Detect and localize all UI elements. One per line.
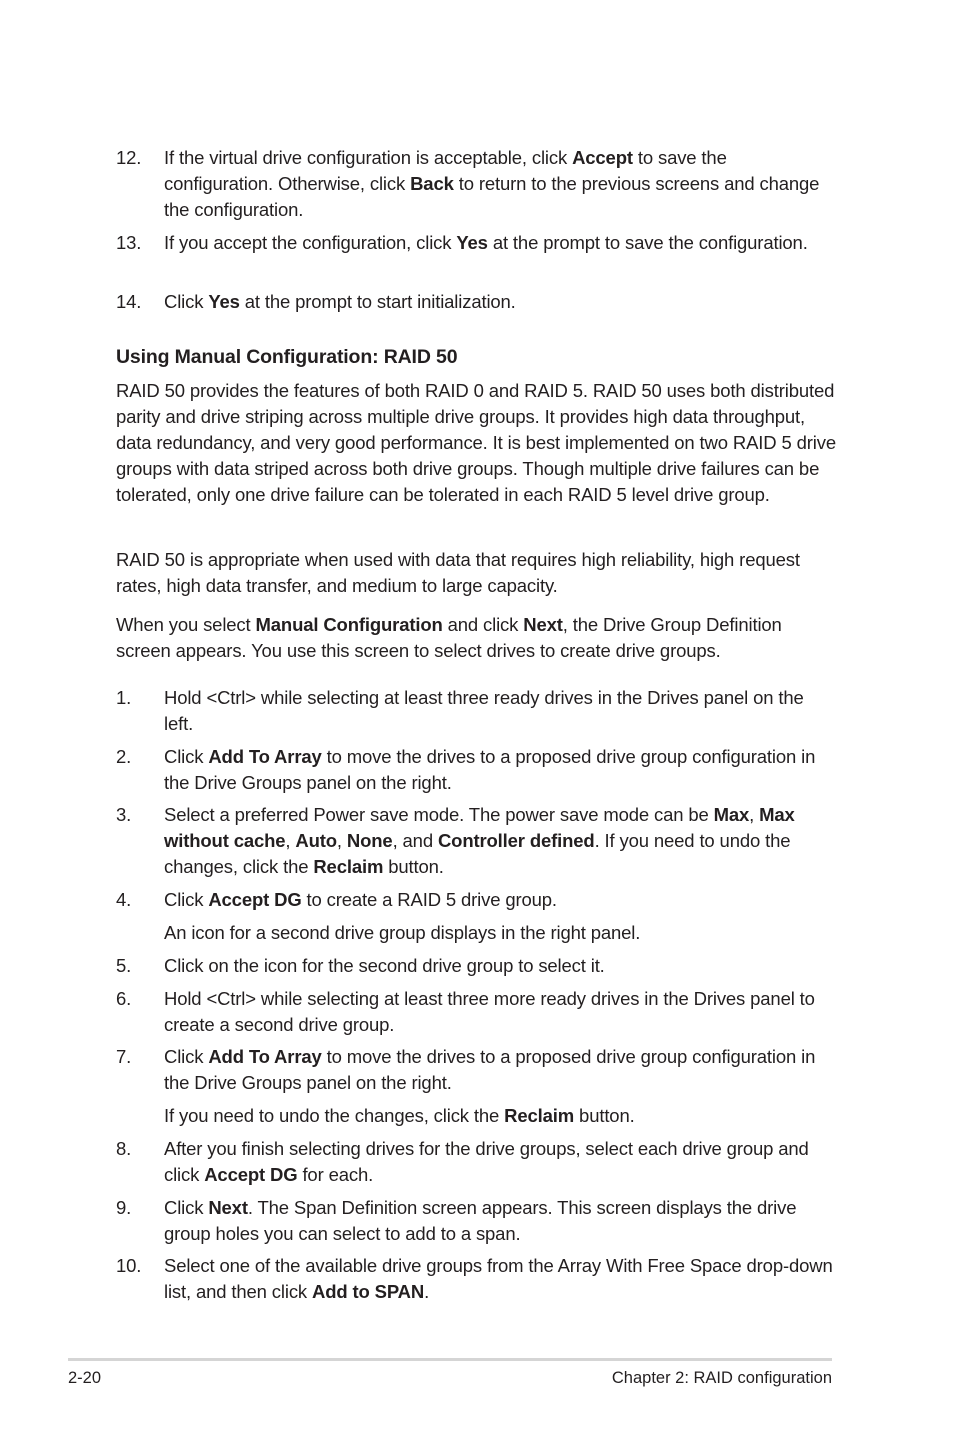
list-text: After you finish selecting drives for the drive groups, select each drive group and click Accept DG for each. — [164, 1138, 809, 1185]
list-text: Hold <Ctrl> while selecting at least three ready drives in the Drives panel on the left. — [164, 687, 804, 734]
list-text: If you accept the configuration, click Yes at the prompt to save the configuration. — [164, 232, 808, 253]
list-number: 4. — [116, 889, 132, 910]
list-number: 2. — [116, 746, 132, 767]
list-number: 14. — [116, 291, 142, 312]
list-note: An icon for a second drive group displays in the right panel. — [164, 922, 641, 943]
footer-divider — [68, 1358, 832, 1361]
list-number: 12. — [116, 147, 142, 168]
list-number: 7. — [116, 1046, 132, 1067]
list-number: 10. — [116, 1255, 142, 1276]
paragraph: When you select Manual Configuration and click Next, the Drive Group Definition screen appears. You use this screen to select drives to create drive groups. — [116, 614, 782, 661]
list-number: 3. — [116, 804, 132, 825]
list-text: Click Add To Array to move the drives to a proposed drive group configuration in the Drive Groups panel on the right. — [164, 1046, 816, 1093]
list-number: 5. — [116, 955, 132, 976]
list-text: Click Add To Array to move the drives to a proposed drive group configuration in the Drive Groups panel on the right. — [164, 746, 816, 793]
list-text: Click Next. The Span Definition screen appears. This screen displays the drive group holes you can select to add to a span. — [164, 1197, 797, 1244]
list-text: Select one of the available drive groups from the Array With Free Space drop-down list, and then click Add to SPAN. — [164, 1255, 833, 1302]
list-text: Select a preferred Power save mode. The power save mode can be Max, Max without cache, Auto, None, and Controller defined. If you need to undo the changes, click the Reclaim button. — [164, 804, 795, 877]
list-text: Click on the icon for the second drive group to select it. — [164, 955, 605, 976]
list-number: 8. — [116, 1138, 132, 1159]
list-note: If you need to undo the changes, click the Reclaim button. — [164, 1105, 635, 1126]
page-number: 2-20 — [68, 1369, 102, 1387]
list-text: Click Accept DG to create a RAID 5 drive group. — [164, 889, 557, 910]
list-text: Hold <Ctrl> while selecting at least three more ready drives in the Drives panel to create a second drive group. — [164, 988, 815, 1035]
list-number: 6. — [116, 988, 132, 1009]
list-text: If the virtual drive configuration is acceptable, click Accept to save the configuration. Otherwise, click Back to return to the previous screens and change the configuration. — [164, 147, 820, 220]
paragraph: RAID 50 provides the features of both RAID 0 and RAID 5. RAID 50 uses both distributed parity and drive striping across multiple drive groups. It provides high data throughput, data redundancy, and very good performance. It is best implemented on two RAID 5 drive groups with data striped across both drive groups. Though multiple drive failures can be tolerated, only one drive failure can be tolerated in each RAID 5 level drive group. — [116, 380, 836, 505]
chapter-title: Chapter 2: RAID configuration — [611, 1369, 832, 1387]
list-text: Click Yes at the prompt to start initialization. — [164, 291, 516, 312]
list-number: 9. — [116, 1197, 132, 1218]
list-number: 13. — [116, 232, 142, 253]
paragraph: RAID 50 is appropriate when used with data that requires high reliability, high request rates, high data transfer, and medium to large capacity. — [116, 549, 800, 596]
list-number: 1. — [116, 687, 132, 708]
section-heading: Using Manual Configuration: RAID 50 — [116, 346, 458, 368]
